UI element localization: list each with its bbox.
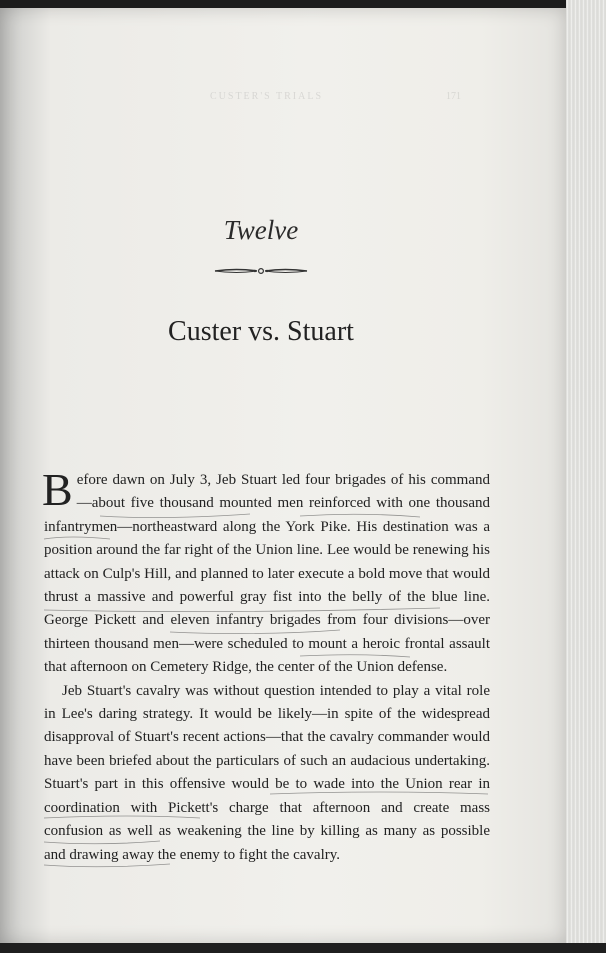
page-stack-edge [566, 0, 606, 953]
bleed-through-running-header: CUSTER'S TRIALS [210, 91, 324, 102]
chapter-ornament-icon [213, 265, 309, 277]
paragraph-2: Jeb Stuart's cavalry was without question intended to play a vital role in Lee's daring strategy. It would be likely—in spite of the widespread disapproval of Stuart's recent actions—that the cavalry commander would have been briefed about the particulars of such an audacious undertaking. Stuart's part in this offensive would be to wade into the Union rear in coordination with Pickett's charge that afternoon and create mass confusion as well as weakening the line by killing as many as possible and drawing away the enemy to fight the cavalry. [44, 682, 490, 863]
book-page [0, 8, 566, 943]
chapter-body [42, 464, 490, 867]
chapter-label: Twelve [223, 215, 299, 245]
bleed-through-page-number: 171 [446, 91, 461, 102]
paragraph-1 [42, 464, 490, 680]
chapter-title: Custer vs. Stuart [168, 316, 354, 347]
paragraph-1-text: efore dawn on July 3, Jeb Stuart led four brigades of his command—about five thousand mounted men reinforced with one thousand infantrymen—northeastward along the York Pike. His destination was a position around the far right of the Union line. Lee would be renewing his attack on Culp's Hill, and planned to later execute a bold move that would thrust a massive and powerful gray fist into the belly of the blue line. George Pickett and eleven infantry brigades from four divisions—over thirteen thousand men—were scheduled to mount a heroic frontal assault that afternoon on Cemetery Ridge, the center of the Union defense. [44, 472, 490, 676]
scan-bottom-edge [0, 943, 606, 953]
drop-cap: B [42, 464, 73, 515]
